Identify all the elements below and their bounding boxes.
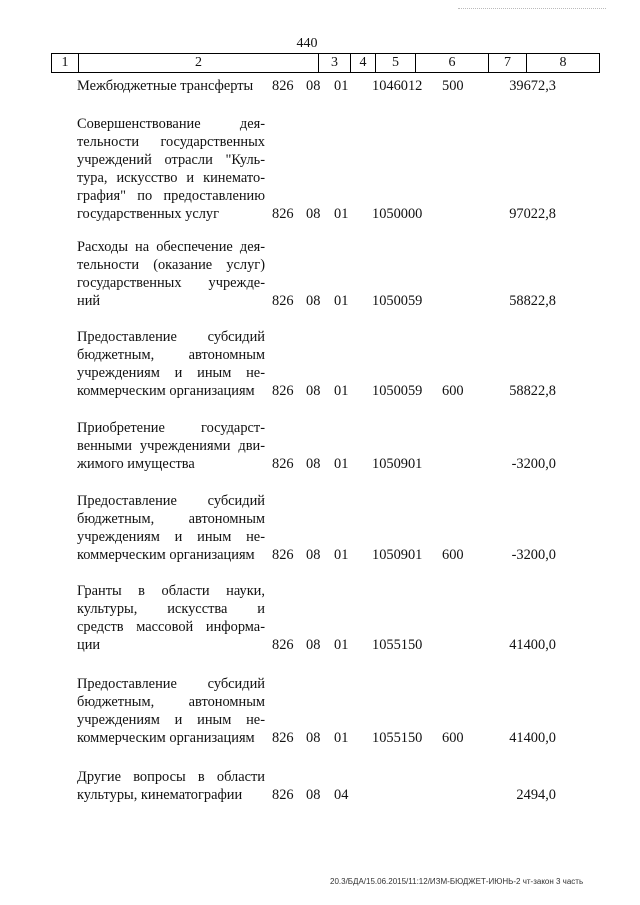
cell-c4: 08 bbox=[306, 456, 321, 472]
cell-c6: 1055150 bbox=[372, 730, 423, 746]
cell-c7: 600 bbox=[442, 383, 464, 399]
cell-c3: 826 bbox=[272, 456, 294, 472]
cell-c8: -3200,0 bbox=[511, 547, 556, 563]
cell-c6: 1050000 bbox=[372, 206, 423, 222]
description-line: жимого имущества bbox=[77, 456, 195, 472]
cell-c5: 01 bbox=[334, 637, 349, 653]
cell-c4: 08 bbox=[306, 730, 321, 746]
footer-stamp: 20.3/БДА/15.06.2015/11:12/ИЗМ-БЮДЖЕТ-ИЮНЬ-2 чт-закон 3 часть bbox=[330, 877, 584, 886]
header-col-1: 1 bbox=[51, 54, 78, 72]
description-line: коммерческим организациям bbox=[77, 383, 255, 399]
cell-c3: 826 bbox=[272, 206, 294, 222]
page-number: 440 bbox=[296, 36, 318, 51]
header-col-4: 4 bbox=[350, 54, 375, 72]
description-line: тура, искусство и кинемато- bbox=[77, 170, 265, 186]
row-description bbox=[77, 328, 265, 400]
cell-c5: 01 bbox=[334, 206, 349, 222]
cell-c3: 826 bbox=[272, 730, 294, 746]
description-line: тельности государственных bbox=[77, 134, 265, 150]
description-line: бюджетным, автономным bbox=[77, 511, 265, 527]
cell-c4: 08 bbox=[306, 787, 321, 803]
cell-c6: 1050901 bbox=[372, 547, 423, 563]
cell-c8: 58822,8 bbox=[509, 293, 556, 309]
description-line: культуры, искусства и bbox=[77, 601, 265, 617]
description-line: Предоставление субсидий bbox=[77, 329, 265, 345]
cell-c8: 41400,0 bbox=[509, 730, 556, 746]
cell-c5: 01 bbox=[334, 293, 349, 309]
cell-c5: 01 bbox=[334, 78, 349, 94]
row-description bbox=[77, 492, 265, 564]
description-line: культуры, кинематографии bbox=[77, 787, 243, 803]
description-line: учреждений отрасли "Куль- bbox=[77, 152, 265, 168]
description-line: Совершенствование дея- bbox=[77, 116, 265, 132]
cell-c4: 08 bbox=[306, 78, 321, 94]
description-line: государственных услуг bbox=[77, 206, 219, 222]
description-line: венными учреждениями дви- bbox=[77, 438, 265, 454]
row-description bbox=[77, 238, 265, 310]
row-description bbox=[77, 675, 265, 747]
header-col-6: 6 bbox=[415, 54, 488, 72]
cell-c7: 500 bbox=[442, 78, 464, 94]
cell-c7: 600 bbox=[442, 547, 464, 563]
cell-c4: 08 bbox=[306, 547, 321, 563]
description-line: учреждениям и иным не- bbox=[77, 529, 265, 545]
cell-c4: 08 bbox=[306, 206, 321, 222]
description-line: средств массовой информа- bbox=[77, 619, 265, 635]
description-line: Приобретение государст- bbox=[77, 420, 265, 436]
cell-c8: 2494,0 bbox=[516, 787, 556, 803]
cell-c8: 41400,0 bbox=[509, 637, 556, 653]
cell-c6: 1055150 bbox=[372, 637, 423, 653]
description-line: графия" по предоставлению bbox=[77, 188, 265, 204]
description-line: ний bbox=[77, 293, 101, 309]
header-col-3: 3 bbox=[318, 54, 350, 72]
description-line: ции bbox=[77, 637, 101, 653]
row-description bbox=[77, 115, 265, 223]
cell-c5: 01 bbox=[334, 730, 349, 746]
cell-c6: 1050059 bbox=[372, 383, 423, 399]
cell-c3: 826 bbox=[272, 383, 294, 399]
description-line: коммерческим организациям bbox=[77, 547, 255, 563]
cell-c4: 08 bbox=[306, 293, 321, 309]
cell-c5: 04 bbox=[334, 787, 349, 803]
cell-c6: 1046012 bbox=[372, 78, 423, 94]
row-description bbox=[77, 768, 265, 804]
cell-c4: 08 bbox=[306, 383, 321, 399]
description-line: бюджетным, автономным bbox=[77, 347, 265, 363]
cell-c7: 600 bbox=[442, 730, 464, 746]
cell-c8: 97022,8 bbox=[509, 206, 556, 222]
table-header bbox=[51, 53, 600, 73]
description-line: Предоставление субсидий bbox=[77, 676, 265, 692]
row-description bbox=[77, 419, 265, 473]
header-col-7: 7 bbox=[488, 54, 526, 72]
cell-c8: -3200,0 bbox=[511, 456, 556, 472]
cell-c8: 58822,8 bbox=[509, 383, 556, 399]
description-line: учреждениям и иным не- bbox=[77, 712, 265, 728]
description-line: Предоставление субсидий bbox=[77, 493, 265, 509]
description-line: учреждениям и иным не- bbox=[77, 365, 265, 381]
cell-c3: 826 bbox=[272, 293, 294, 309]
cell-c6: 1050901 bbox=[372, 456, 423, 472]
description-line: Гранты в области науки, bbox=[77, 583, 265, 599]
cell-c3: 826 bbox=[272, 547, 294, 563]
description-line: Межбюджетные трансферты bbox=[77, 78, 254, 94]
cell-c5: 01 bbox=[334, 383, 349, 399]
cell-c5: 01 bbox=[334, 456, 349, 472]
cell-c3: 826 bbox=[272, 787, 294, 803]
description-line: Расходы на обеспечение дея- bbox=[77, 239, 265, 255]
description-line: бюджетным, автономным bbox=[77, 694, 265, 710]
header-col-2: 2 bbox=[78, 54, 318, 72]
description-line: тельности (оказание услуг) bbox=[77, 257, 265, 273]
cell-c6: 1050059 bbox=[372, 293, 423, 309]
description-line: коммерческим организациям bbox=[77, 730, 255, 746]
cell-c4: 08 bbox=[306, 637, 321, 653]
row-description bbox=[77, 77, 265, 95]
cell-c3: 826 bbox=[272, 637, 294, 653]
description-line: Другие вопросы в области bbox=[77, 769, 265, 785]
description-line: государственных учрежде- bbox=[77, 275, 265, 291]
header-col-8: 8 bbox=[526, 54, 600, 72]
cell-c5: 01 bbox=[334, 547, 349, 563]
scan-artifact-line bbox=[458, 8, 606, 9]
cell-c3: 826 bbox=[272, 78, 294, 94]
cell-c8: 39672,3 bbox=[509, 78, 556, 94]
header-col-5: 5 bbox=[375, 54, 415, 72]
row-description bbox=[77, 582, 265, 654]
